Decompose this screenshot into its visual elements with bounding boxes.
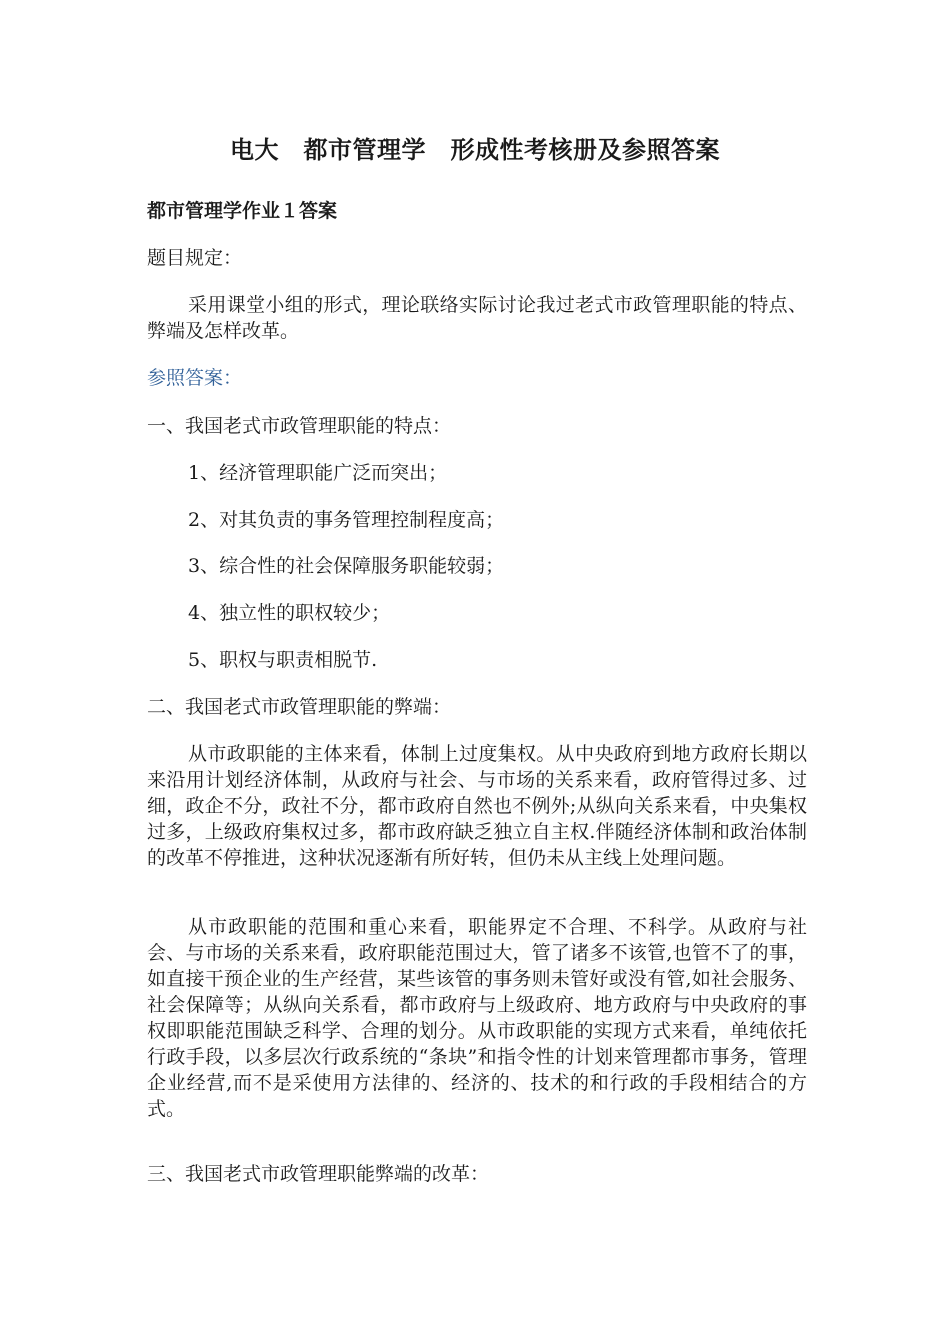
part1-heading: 一、我国老式市政管理职能的特点： xyxy=(147,415,452,437)
part2-paragraph-1: 从市政职能的主体来看，体制上过度集权。从中央政府到地方政府长期以来沿用计划经济体制，从政府与社会、与市场的关系来看，政府管得过多、过细，政企不分，政社不分，都市政府自然也不例外;从纵向关系来看，中央集权过多，上级政府集权过多，都市政府缺乏独立自主权.伴随经济体制和政治体制的改革不停推进，这种状况逐渐有所好转，但仍未从主线上处理问题。 xyxy=(147,743,807,869)
part2-paragraph-2: 从市政职能的范围和重心来看，职能界定不合理、不科学。从政府与社会、与市场的关系来看，政府职能范围过大，管了诸多不该管,也管不了的事，如直接干预企业的生产经营，某些该管的事务则未管好或没有管,如社会服务、社会保障等；从纵向关系看，都市政府与上级政府、地方政府与中央政府的事权即职能范围缺乏科学、合理的划分。从市政职能的实现方式来看，单纯依托行政手段，以多层次行政系统的“条块”和指令性的计划来管理都市事务，管理企业经营,而不是采使用方法律的、经济的、技术的和行政的手段相结合的方式。 xyxy=(147,916,807,1120)
part3-heading: 三、我国老式市政管理职能弊端的改革： xyxy=(147,1163,490,1185)
question-text: 采用课堂小组的形式，理论联络实际讨论我过老式市政管理职能的特点、弊端及怎样改革。 xyxy=(147,294,807,342)
part1-item: 5、职权与职责相脱节. xyxy=(188,649,378,671)
question-label: 题目规定： xyxy=(147,247,243,269)
answer-label: 参照答案： xyxy=(147,367,243,389)
part1-item: 4、独立性的职权较少； xyxy=(188,602,391,624)
document-title: 电大 都市管理学 形成性考核册及参照答案 xyxy=(230,136,720,164)
part1-item: 2、对其负责的事务管理控制程度高； xyxy=(188,509,505,531)
part1-item: 3、综合性的社会保障服务职能较弱； xyxy=(188,555,505,577)
part2-heading: 二、我国老式市政管理职能的弊端： xyxy=(147,696,452,718)
section-heading: 都市管理学作业１答案 xyxy=(147,200,338,222)
part1-item: 1、经济管理职能广泛而突出； xyxy=(188,462,448,484)
